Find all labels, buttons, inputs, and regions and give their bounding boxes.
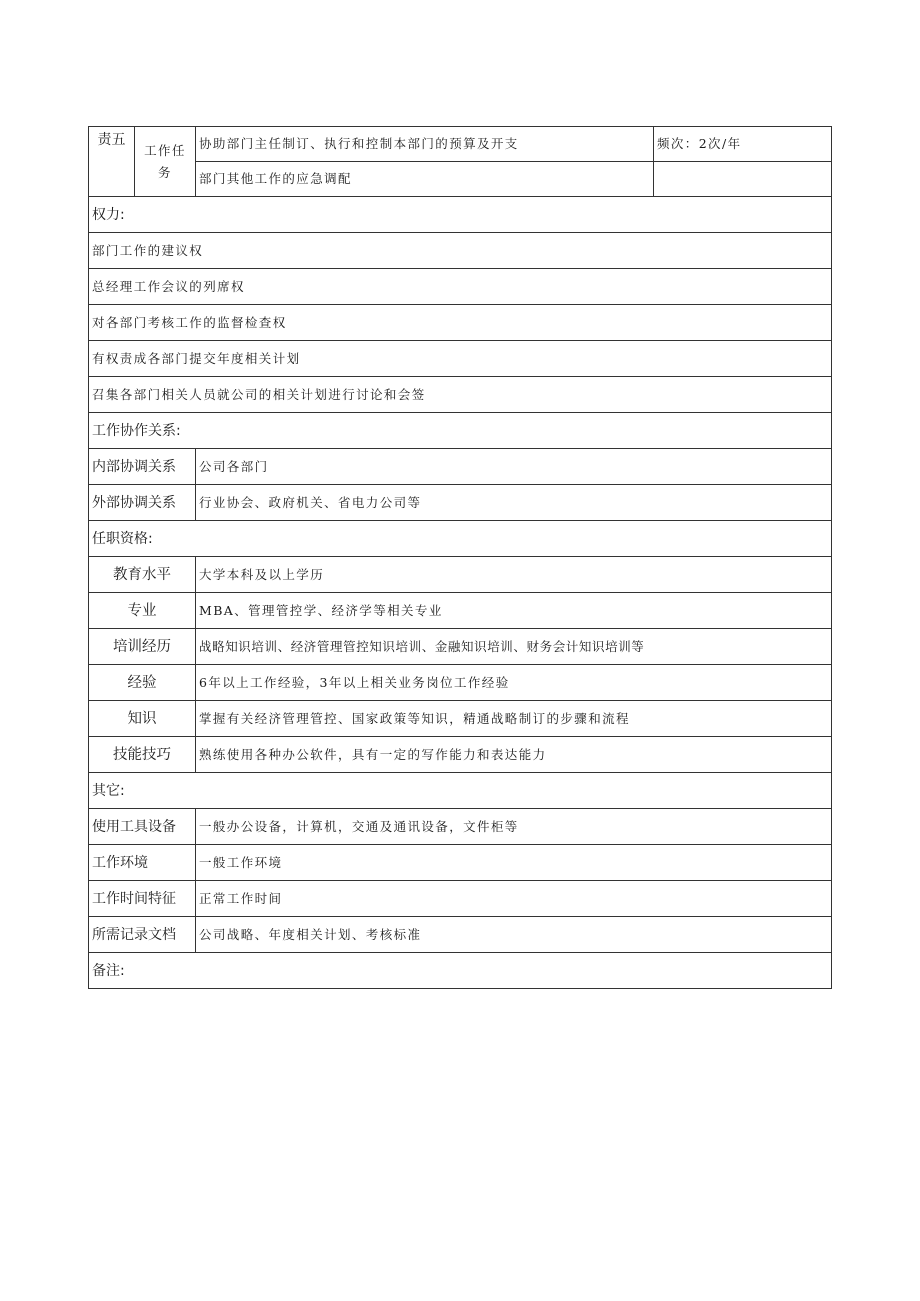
- qualification-value: 大学本科及以上学历: [196, 557, 832, 593]
- authority-item: 总经理工作会议的列席权: [89, 269, 832, 305]
- task-label: 工作任务: [135, 127, 196, 197]
- authority-row: [89, 377, 832, 413]
- other-value: 公司战略、年度相关计划、考核标准: [196, 917, 832, 953]
- qualification-row: [89, 737, 832, 773]
- task-text-1: 协助部门主任制订、执行和控制本部门的预算及开支: [196, 127, 654, 162]
- other-value: 一般工作环境: [196, 845, 832, 881]
- task-text-2: 部门其他工作的应急调配: [196, 162, 654, 197]
- qualification-label: 专业: [89, 593, 196, 629]
- authority-row: [89, 341, 832, 377]
- task-frequency-2: [654, 162, 832, 197]
- other-label: 所需记录文档: [89, 917, 196, 953]
- duty-row-1: [89, 127, 832, 162]
- qualification-value: 战略知识培训、经济管理管控知识培训、金融知识培训、财务会计知识培训等: [196, 629, 832, 665]
- qualifications-header-row: [89, 521, 832, 557]
- relation-value: 行业协会、政府机关、省电力公司等: [196, 485, 832, 521]
- job-description-sheet: [88, 126, 831, 989]
- qualification-label: 技能技巧: [89, 737, 196, 773]
- other-row: [89, 809, 832, 845]
- qualification-row: [89, 701, 832, 737]
- qualification-label: 教育水平: [89, 557, 196, 593]
- other-value: 一般办公设备，计算机，交通及通讯设备，文件柜等: [196, 809, 832, 845]
- task-frequency-1: 频次：2次/年: [654, 127, 832, 162]
- qualification-value: 掌握有关经济管理管控、国家政策等知识，精通战略制订的步骤和流程: [196, 701, 832, 737]
- qualification-value: 熟练使用各种办公软件，具有一定的写作能力和表达能力: [196, 737, 832, 773]
- qualification-row: [89, 557, 832, 593]
- other-row: [89, 881, 832, 917]
- authority-item: 召集各部门相关人员就公司的相关计划进行讨论和会签: [89, 377, 832, 413]
- other-row: [89, 917, 832, 953]
- qualification-label: 培训经历: [89, 629, 196, 665]
- relations-header-row: [89, 413, 832, 449]
- other-value: 正常工作时间: [196, 881, 832, 917]
- authority-item: 部门工作的建议权: [89, 233, 832, 269]
- authority-title: 权力:: [89, 197, 832, 233]
- relation-row-external: [89, 485, 832, 521]
- authority-header-row: [89, 197, 832, 233]
- qualification-label: 经验: [89, 665, 196, 701]
- other-title: 其它:: [89, 773, 832, 809]
- relations-title: 工作协作关系:: [89, 413, 832, 449]
- qualification-row: [89, 629, 832, 665]
- qualification-value: 6年以上工作经验，3年以上相关业务岗位工作经验: [196, 665, 832, 701]
- other-label: 工作时间特征: [89, 881, 196, 917]
- other-label: 工作环境: [89, 845, 196, 881]
- other-header-row: [89, 773, 832, 809]
- relation-label: 内部协调关系: [89, 449, 196, 485]
- qualifications-title: 任职资格:: [89, 521, 832, 557]
- qualification-row: [89, 665, 832, 701]
- relation-row-internal: [89, 449, 832, 485]
- authority-row: [89, 233, 832, 269]
- duty-label: 责五: [89, 127, 135, 197]
- other-label: 使用工具设备: [89, 809, 196, 845]
- other-row: [89, 845, 832, 881]
- authority-item: 对各部门考核工作的监督检查权: [89, 305, 832, 341]
- qualification-row: [89, 593, 832, 629]
- duty-row-2: [89, 162, 832, 197]
- remarks-row: [89, 953, 832, 989]
- qualification-label: 知识: [89, 701, 196, 737]
- relation-label: 外部协调关系: [89, 485, 196, 521]
- remarks-title: 备注:: [89, 953, 832, 989]
- authority-row: [89, 269, 832, 305]
- qualification-value: MBA、管理管控学、经济学等相关专业: [196, 593, 832, 629]
- authority-row: [89, 305, 832, 341]
- relation-value: 公司各部门: [196, 449, 832, 485]
- job-description-table: [88, 126, 832, 989]
- authority-item: 有权责成各部门提交年度相关计划: [89, 341, 832, 377]
